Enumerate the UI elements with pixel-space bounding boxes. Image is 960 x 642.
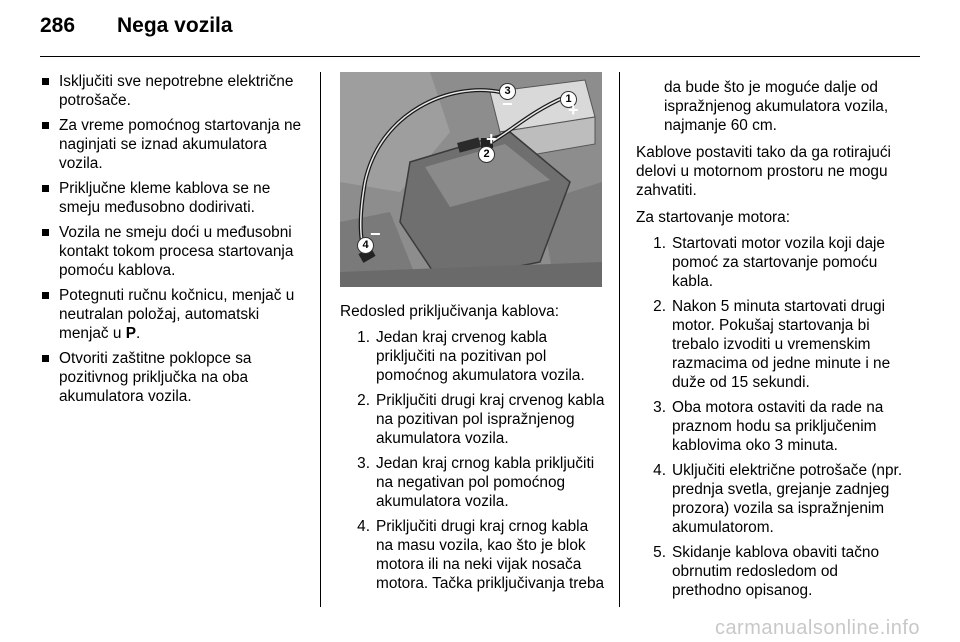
- marker-4: 4: [357, 237, 374, 254]
- list-item: 1. Jedan kraj crvenog kabla priključiti na pozitivan pol pomoćnog akumulatora vozila.: [357, 329, 585, 384]
- list-item: 5. Skidanje kablova obaviti tačno obrnutim redosledom od prethodno opisanog.: [653, 544, 880, 599]
- page-number: 286: [40, 14, 76, 37]
- minus-sign-4: −: [370, 224, 381, 244]
- list-item: 4. Uključiti električne potrošače (npr. prednja svetla, grejanje zadnjeg prozora) vozila sa ispražnjenim akumulatorom.: [653, 462, 903, 536]
- bullet-square-icon: [42, 292, 49, 299]
- numbered-list: [636, 234, 906, 600]
- list-intro: Redosled priključivanja kablova:: [340, 303, 560, 320]
- list-continuation: da bude što je moguće dalje od ispražnjenog akumulatora vozila, najmanje 60 cm.: [664, 79, 889, 134]
- bullet-item: Potegnuti ručnu kočnicu, menjač u neutralan položaj, automatski menjač u P.: [40, 286, 312, 343]
- column-divider-right: [619, 72, 620, 607]
- watermark: carmanualsonline.info: [714, 617, 920, 639]
- column-1: [40, 72, 312, 412]
- list-item: 3. Jedan kraj crnog kabla priključiti na negativan pol pomoćnog akumulatora vozila.: [357, 455, 595, 510]
- numbered-list: [340, 328, 608, 593]
- list-item: 3. Oba motora ostaviti da rade na praznom hodu sa priključenim kablovima oko 3 minuta.: [653, 399, 884, 454]
- battery-illustration: [340, 72, 602, 287]
- column-3: [636, 78, 906, 606]
- bullet-item: Za vreme pomoćnog startovanja ne naginjati se iznad akumulatora vozila.: [40, 116, 312, 173]
- bullet-item: Vozila ne smeju doći u međusobni kontakt tokom procesa startovanja pomoću kablova.: [40, 223, 312, 280]
- plus-sign-2: +: [486, 129, 497, 149]
- bullet-square-icon: [42, 122, 49, 129]
- bullet-square-icon: [42, 229, 49, 236]
- header-rule: [40, 56, 920, 57]
- bullet-square-icon: [42, 78, 49, 85]
- list-intro: Za startovanje motora:: [636, 209, 790, 226]
- marker-2: 2: [478, 146, 495, 163]
- bullet-item: Otvoriti zaštitne poklopce sa pozitivnog priključka na oba akumulatora vozila.: [40, 349, 312, 406]
- page-title: Nega vozila: [117, 14, 233, 37]
- bullet-item: Priključne kleme kablova se ne smeju međusobno dodirivati.: [40, 179, 312, 217]
- column-2: [340, 302, 608, 599]
- bullet-square-icon: [42, 185, 49, 192]
- plus-sign-1: +: [568, 100, 579, 120]
- bullet-square-icon: [42, 355, 49, 362]
- paragraph: Kablove postaviti tako da ga rotirajući delovi u motornom prostoru ne mogu zahvatiti.: [636, 144, 891, 199]
- column-divider-left: [320, 72, 321, 607]
- marker-3: 3: [499, 83, 516, 100]
- list-item: 4. Priključiti drugi kraj crnog kabla na masu vozila, kao što je blok motora ili na neki vijak nosača motora. Tačka priključivanja treba: [357, 518, 605, 592]
- list-item: 1. Startovati motor vozila koji daje pomoć za startovanje pomoću kabla.: [653, 235, 885, 290]
- list-item: 2. Nakon 5 minuta startovati drugi motor. Pokušaj startovanja bi trebalo izvoditi u vremenskim razmacima od jedne minute i ne duže od 15 sekundi.: [653, 298, 891, 391]
- bullet-item: Isključiti sve nepotrebne električne potrošače.: [40, 72, 312, 110]
- marker-1: 1: [560, 91, 577, 108]
- minus-sign-3: −: [502, 94, 513, 114]
- list-item: 2. Priključiti drugi kraj crvenog kabla na pozitivan pol ispražnjenog akumulatora vozila.: [357, 392, 605, 447]
